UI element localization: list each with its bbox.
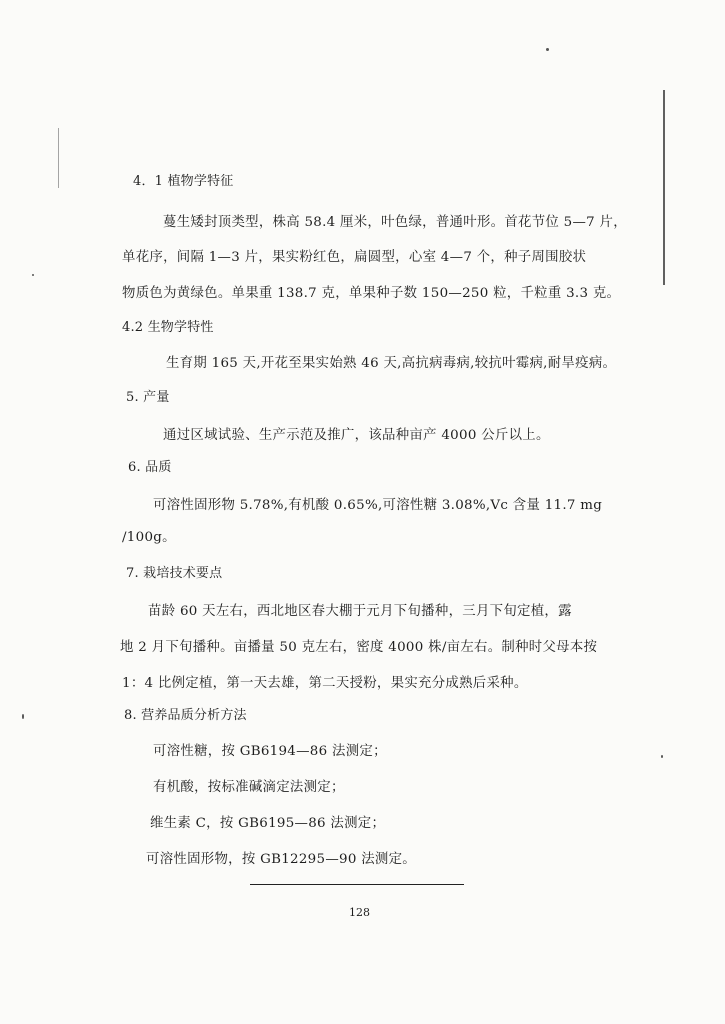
page-number: 128 — [349, 906, 370, 919]
paragraph-line: 蔓生矮封顶类型，株高 58.4 厘米，叶色绿，普通叶形。首花节位 5—7 片， — [163, 215, 627, 230]
paragraph-line: 通过区域试验、生产示范及推广，该品种亩产 4000 公斤以上。 — [163, 428, 550, 443]
section-heading: 4.2 生物学特性 — [122, 320, 214, 335]
footer-rule — [250, 884, 464, 885]
paragraph-line: 苗龄 60 天左右，西北地区春大棚于元月下旬播种，三月下旬定植，露 — [148, 604, 572, 619]
paragraph-line: 物质色为黄绿色。单果重 138.7 克，单果种子数 150—250 粒，千粒重 3.3 克。 — [122, 286, 621, 301]
paragraph-line: 生育期 165 天,开花至果实始熟 46 天,高抗病毒病,较抗叶霉病,耐旱疫病。 — [166, 356, 617, 371]
paragraph-line: 可溶性固形物 5.78%,有机酸 0.65%,可溶性糖 3.08%,Vc 含量 11.7 mg — [153, 498, 603, 513]
paragraph-line: 1：4 比例定植，第一天去雄，第二天授粉，果实充分成熟后采种。 — [122, 676, 528, 691]
scan-speck — [546, 48, 549, 51]
section-heading: 4．1 植物学特征 — [133, 174, 234, 189]
method-item: 有机酸，按标准碱滴定法测定； — [153, 780, 345, 795]
paragraph-line: /100g。 — [122, 530, 176, 545]
method-item: 可溶性固形物，按 GB12295—90 法测定。 — [146, 852, 416, 867]
section-heading: 5. 产量 — [126, 390, 170, 405]
paragraph-line: 地 2 月下旬播种。亩播量 50 克左右，密度 4000 株/亩左右。制种时父母本按 — [120, 640, 598, 655]
paragraph-line: 单花序，间隔 1—3 片，果实粉红色，扁圆型，心室 4—7 个，种子周围胶状 — [122, 250, 587, 265]
method-item: 维生素 C，按 GB6195—86 法测定； — [150, 816, 386, 831]
scan-speck — [661, 755, 663, 758]
section-heading: 8. 营养品质分析方法 — [124, 708, 247, 723]
scan-edge-line — [58, 128, 59, 188]
scan-speck — [32, 274, 34, 276]
scan-speck — [22, 714, 24, 719]
scan-edge-line — [663, 90, 665, 285]
section-heading: 7. 栽培技术要点 — [126, 566, 223, 581]
method-item: 可溶性糖，按 GB6194—86 法测定； — [153, 744, 387, 759]
section-heading: 6. 品质 — [128, 460, 172, 475]
